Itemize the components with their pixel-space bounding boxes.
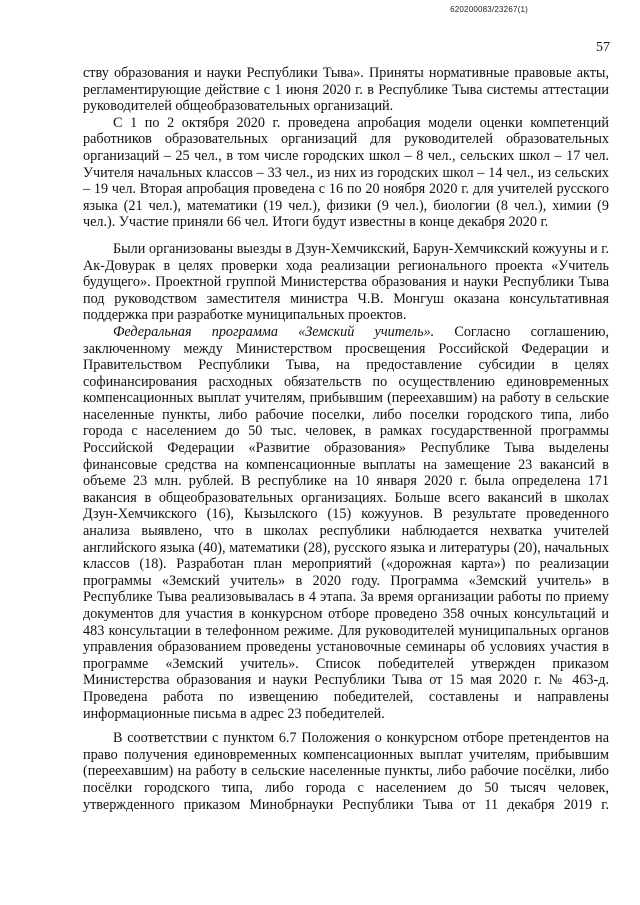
document-code: 620200083/23267(1) <box>450 5 528 14</box>
page-number: 57 <box>596 40 610 55</box>
paragraph-4 <box>83 324 609 722</box>
paragraph-5: В соответствии с пунктом 6.7 Положения о конкурсном отборе претендентов на право получения единовременных компенсационных выплат учителям, прибывшим (переехавшим) на работу в сельские населенные пункты, либо рабочие посёлки, либо посёлки городского типа, либо города с населением до 50 тысяч человек, утвержденного приказом Минобрнауки Республики Тыва от 11 декабря 2019 г. <box>83 730 609 813</box>
document-body <box>83 65 609 813</box>
paragraph-1: ству образования и науки Республики Тыва». Приняты нормативные правовые акты, регламентирующие действие с 1 июня 2020 г. в Республике Тыва системы аттестации руководителей общеобразовательных организаций. <box>83 65 609 115</box>
paragraph-4-text: Согласно соглашению, заключенному между Министерством просвещения Российской Федерации и Правительством Республики Тыва, на предоставление субсидии в целях софинансирования расходных обязательств по осуществлению единовременных компенсационных выплат учителям, прибывшим (переехавшим) на работу в сельские населенные пункты, либо рабочие поселки, либо поселки городского типа, либо города с населением до 50 тыс. человек, в рамках государственной программы Российской Федерации «Развитие образования» Республике Тыва выделены финансовые средства на компенсационные выплаты на замещение 23 вакансий в объеме 23 млн. рублей. В республике на 10 января 2020 г. была определена 171 вакансия в общеобразовательных организациях. Больше всего вакансий в школах Дзун-Хемчикского (16), Кызылского (15) кожуунов. В результате проведенного анализа выявлено, что в школах республики наблюдается нехватка учителей английского языка (40), математики (28), русского языка и литературы (20), начальных классов (18). Разработан план мероприятий («дорожная карта») по реализации программы «Земский учитель» в 2020 году. Программа «Земский учитель» в Республике Тыва реализовывалась в 4 этапа. За время организации работы по приему документов для участия в конкурсном отборе проведено 358 очных консультаций и 483 консультации в телефонном режиме. Для руководителей муниципальных органов управления образованием проведены установочные семинары об условиях участия в программе «Земский учитель». Список победителей утвержден приказом Министерства образования и науки Республики Тыва от 15 мая 2020 г. № 463-д. Проведена работа по извещению победителей, составлены и направлены информационные письма в адрес 23 победителей. <box>83 323 609 722</box>
paragraph-3: Были организованы выезды в Дзун-Хемчикский, Барун-Хемчикский кожууны и г. Ак-Довурак в целях проверки хода реализации регионального проекта «Учитель будущего». Проектной группой Министерства образования и науки Республики Тыва под руководством заместителя министра Ч.В. Монгуш оказана консультативная поддержка при разработке муниципальных проектов. <box>83 240 609 324</box>
paragraph-4-italic-lead: Федеральная программа «Земский учитель». <box>113 323 435 340</box>
paragraph-2: С 1 по 2 октября 2020 г. проведена апробация модели оценки компетенций работников образовательных организаций для руководителей образовательных организаций – 25 чел., в том числе городских школ – 8 чел., сельских школ – 17 чел. Учителя начальных классов – 33 чел., из них из городских школ – 14 чел., из сельских – 19 чел. Вторая апробация проведена с 16 по 20 ноября 2020 г. для учителей русского языка (21 чел.), математики (19 чел.), физики (9 чел.), биологии (8 чел.), химии (9 чел.). Участие приняли 66 чел. Итоги будут известны в конце декабря 2020 г. <box>83 114 609 231</box>
